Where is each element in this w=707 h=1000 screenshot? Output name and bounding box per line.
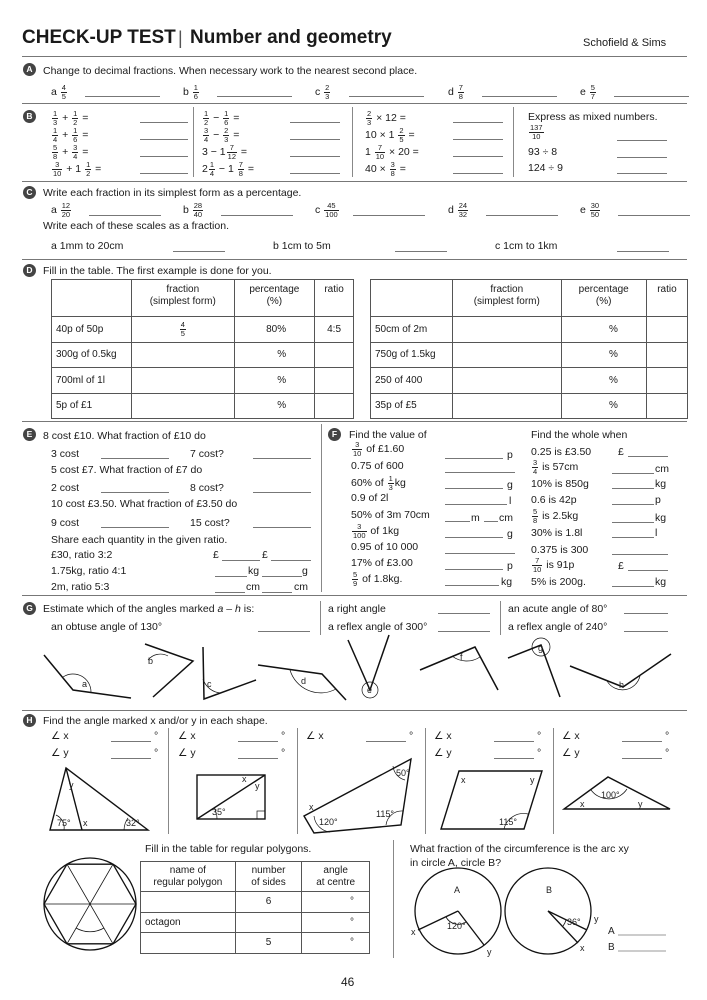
- svg-text:x: x: [242, 774, 247, 784]
- fraction-denominator: 9: [353, 578, 358, 588]
- fraction-numerator: 30: [590, 201, 600, 210]
- f-unit: kg: [655, 512, 667, 524]
- fraction-denominator: 10: [353, 448, 362, 458]
- fraction-denominator: 10: [532, 131, 541, 141]
- col-header: fraction (simplest form): [132, 280, 235, 317]
- page-title: CHECK-UP TEST: [22, 27, 176, 48]
- polygon-sides[interactable]: 6: [235, 892, 302, 913]
- row-question: 750g of 1.5kg: [371, 342, 453, 368]
- svg-text:50°: 50°: [396, 768, 410, 778]
- d-instruction: Fill in the table. The first example is done for you.: [43, 265, 272, 277]
- percentage-cell[interactable]: %: [561, 342, 646, 368]
- fraction-denominator: 100: [353, 530, 366, 540]
- fraction-numerator: 1: [53, 109, 58, 118]
- svg-text:x: x: [461, 775, 466, 785]
- row-question: 40p of 50p: [52, 317, 132, 343]
- e-line: 15 cost?: [190, 517, 230, 529]
- polygon-col-header: angle at centre: [302, 862, 370, 892]
- fraction-denominator: 5: [180, 328, 185, 338]
- svg-text:g: g: [538, 643, 544, 653]
- svg-text:c: c: [207, 679, 212, 689]
- fraction-denominator: 40: [193, 209, 203, 219]
- e-line: 1.75kg, ratio 4:1: [51, 565, 127, 577]
- row-question: 5p of £1: [52, 393, 132, 419]
- percentage-cell[interactable]: %: [561, 393, 646, 419]
- fraction-numerator: 5: [533, 507, 538, 516]
- fraction-denominator: 3: [367, 117, 372, 127]
- f-unit: l: [509, 495, 512, 507]
- a-item-a: a $\frac{4}{5}$: [51, 83, 66, 101]
- fraction-numerator: 7: [238, 160, 243, 169]
- fraction-denominator: 4: [73, 151, 78, 161]
- col-header: percentage (%): [561, 280, 646, 317]
- svg-text:y: y: [255, 781, 260, 791]
- g-q: a reflex angle of 300°: [328, 621, 428, 633]
- fraction-numerator: 1: [204, 109, 209, 118]
- svg-text:y: y: [638, 799, 643, 809]
- fraction-numerator: 1: [86, 160, 91, 169]
- fraction-denominator: 6: [73, 134, 78, 144]
- b-col3-row: 1 $\frac{7}{10}$ × 20 =: [365, 143, 419, 161]
- badge-g: G: [23, 602, 36, 615]
- b-col4-title: Express as mixed numbers.: [528, 111, 658, 123]
- svg-text:y: y: [69, 780, 74, 790]
- percentage-cell[interactable]: %: [234, 393, 315, 419]
- polygon-col-header: name of regular polygon: [141, 862, 236, 892]
- fraction-denominator: 3: [224, 134, 229, 144]
- fraction-numerator: 7: [227, 144, 237, 153]
- fraction-numerator: 1: [193, 83, 198, 92]
- f-unit: cm: [499, 512, 513, 524]
- b-col4-row: 93 ÷ 8: [528, 146, 558, 158]
- fraction-numerator: 28: [193, 201, 203, 210]
- e-line: Share each quantity in the given ratio.: [51, 534, 228, 546]
- f-right-row: 10% is 850g: [531, 478, 589, 490]
- publisher: Schofield & Sims: [583, 37, 667, 49]
- a-item-e: e $\frac{5}{7}$: [580, 83, 595, 101]
- fraction-denominator: 2: [86, 168, 91, 178]
- f-unit: £: [618, 560, 624, 572]
- c-instruction-1: Write each fraction in its simplest form as a percentage.: [43, 187, 302, 199]
- fraction-denominator: 4: [533, 466, 538, 476]
- e-line: 2 cost: [51, 482, 80, 494]
- f-left-row: 50% of 3m 70cm: [351, 509, 430, 521]
- e-line: 9 cost: [51, 517, 80, 529]
- svg-text:e: e: [367, 685, 373, 695]
- h-degree: °: [665, 730, 670, 742]
- h-degree: °: [409, 730, 414, 742]
- c-scale-2: c 1cm to 1km: [495, 240, 558, 252]
- badge-d: D: [23, 264, 36, 277]
- fraction-numerator: 3: [204, 126, 209, 135]
- svg-text:x: x: [309, 802, 314, 812]
- ratio-cell[interactable]: 4:5: [315, 317, 354, 343]
- fraction-numerator: 1: [73, 126, 78, 135]
- svg-text:B: B: [608, 942, 615, 953]
- e-line: 5 cost £7. What fraction of £7 do: [51, 464, 203, 476]
- fraction-denominator: 8: [53, 151, 58, 161]
- f-right-row: 5% is 200g.: [531, 576, 586, 588]
- fraction-numerator: 137: [530, 123, 543, 132]
- h-angle-y: ∠ y: [562, 747, 580, 759]
- b-col1-row: $\frac{1}{3}$ + $\frac{1}{2}$ =: [53, 109, 89, 127]
- polygon-instruction: Fill in the table for regular polygons.: [145, 843, 312, 855]
- fraction-denominator: 100: [325, 209, 338, 219]
- h-angle-x: ∠ x: [306, 730, 324, 742]
- svg-text:B: B: [546, 885, 553, 895]
- percentage-cell[interactable]: 80%: [234, 317, 315, 343]
- f-unit: g: [507, 479, 513, 491]
- f-unit: g: [507, 528, 513, 540]
- svg-text:120°: 120°: [319, 817, 338, 827]
- e-line: £30, ratio 3:2: [51, 549, 113, 561]
- f-left-row: 0.95 of 10 000: [351, 541, 419, 553]
- e-unit: g: [302, 565, 308, 577]
- percentage-cell[interactable]: %: [234, 342, 315, 368]
- f-left-row: $\frac{5}{9}$ of 1.8kg.: [353, 570, 403, 588]
- svg-text:35°: 35°: [212, 807, 226, 817]
- fraction-denominator: 8: [238, 168, 243, 178]
- c-scale-0: a 1mm to 20cm: [51, 240, 124, 252]
- row-question: 700ml of 1l: [52, 368, 132, 394]
- b-col3-row: 10 × 1 $\frac{2}{5}$ =: [365, 126, 415, 144]
- fraction-numerator: 3: [533, 458, 538, 467]
- percentage-cell[interactable]: %: [234, 368, 315, 394]
- fraction-denominator: 5: [61, 91, 66, 101]
- fraction-denominator: 4: [204, 134, 209, 144]
- fraction-numerator: 7: [375, 144, 385, 153]
- h-degree: °: [154, 747, 159, 759]
- f-right-row: $\frac{5}{8}$ is 2.5kg: [533, 507, 579, 525]
- polygon-angle[interactable]: °: [302, 892, 370, 913]
- b-col2-row: 3 − 1 $\frac{7}{12}$ =: [202, 143, 248, 161]
- polygon-col-header: number of sides: [235, 862, 302, 892]
- fraction-denominator: 12: [227, 151, 236, 161]
- c-instruction-2: Write each of these scales as a fraction.: [43, 220, 229, 232]
- badge-b: B: [23, 110, 36, 123]
- svg-text:x: x: [580, 799, 585, 809]
- fraction-numerator: 7: [532, 557, 542, 566]
- percentage-cell[interactable]: %: [561, 368, 646, 394]
- fraction-numerator: 1: [73, 109, 78, 118]
- badge-e: E: [23, 428, 36, 441]
- f-unit: cm: [655, 463, 669, 475]
- e-line: 10 cost £3.50. What fraction of £3.50 do: [51, 498, 238, 510]
- f-unit: p: [507, 449, 513, 461]
- row-question: 300g of 0.5kg: [52, 342, 132, 368]
- col-header: ratio: [315, 280, 354, 317]
- e-line: 8 cost £10. What fraction of £10 do: [43, 430, 206, 442]
- fraction-numerator: 4: [180, 320, 185, 330]
- svg-text:115°: 115°: [499, 817, 517, 827]
- f-title-1: Find the value of: [349, 429, 427, 441]
- fraction-numerator: 45: [324, 202, 339, 211]
- svg-text:36°: 36°: [567, 917, 581, 927]
- h-degree: °: [665, 747, 670, 759]
- f-right-row: $\frac{7}{10}$ is 91p: [533, 556, 575, 574]
- b-col1-row: $\frac{3}{10}$ + 1 $\frac{1}{2}$ =: [53, 160, 102, 178]
- f-right-row: 0.25 is £3.50: [531, 446, 592, 458]
- fraction-numerator: 3: [52, 161, 62, 170]
- badge-h: H: [23, 714, 36, 727]
- a-instruction: Change to decimal fractions. When necessary work to the nearest second place.: [43, 65, 418, 77]
- fraction-numerator: 3: [352, 441, 362, 450]
- circle-instruction-2: in circle A, circle B?: [410, 857, 502, 869]
- fraction-denominator: 7: [590, 91, 595, 101]
- f-unit: kg: [655, 478, 667, 490]
- e-unit: £: [213, 549, 219, 561]
- g-q: a reflex angle of 240°: [508, 621, 608, 633]
- svg-text:x: x: [411, 927, 416, 937]
- fraction-numerator: 2: [224, 126, 229, 135]
- fraction-denominator: 2: [73, 117, 78, 127]
- g-instruction: Estimate which of the angles marked a – h is:: [43, 603, 255, 615]
- svg-text:32°: 32°: [126, 818, 140, 828]
- h-angle-x: ∠ x: [434, 730, 452, 742]
- col-header: ratio: [646, 280, 687, 317]
- h-angle-x: ∠ x: [562, 730, 580, 742]
- fraction-denominator: 5: [399, 134, 404, 144]
- e-line: 2m, ratio 5:3: [51, 581, 110, 593]
- e-line: 3 cost: [51, 448, 80, 460]
- f-unit: £: [618, 446, 624, 458]
- f-left-row: 17% of £3.00: [351, 557, 413, 569]
- h-instruction: Find the angle marked x and/or y in each shape.: [43, 715, 268, 727]
- a-item-b: b $\frac{1}{6}$: [183, 83, 198, 101]
- h-degree: °: [537, 747, 542, 759]
- e-line: 7 cost?: [190, 448, 224, 460]
- svg-text:x: x: [83, 818, 88, 828]
- f-right-row: 0.6 is 42p: [531, 494, 577, 506]
- fraction-denominator: 32: [458, 209, 468, 219]
- fraction-numerator: 4: [61, 83, 66, 92]
- row-question: 50cm of 2m: [371, 317, 453, 343]
- fraction-numerator: 2: [399, 126, 404, 135]
- fraction-numerator: 1: [209, 160, 215, 169]
- fraction-denominator: 10: [533, 564, 542, 574]
- e-line: 8 cost?: [190, 482, 224, 494]
- fraction-numerator: 5: [353, 570, 358, 579]
- svg-text:y: y: [594, 914, 599, 924]
- h-angle-y: ∠ y: [51, 747, 69, 759]
- f-unit: kg: [655, 576, 667, 588]
- row-question: 35p of £5: [371, 393, 453, 419]
- f-unit: p: [507, 560, 513, 572]
- e-unit: cm: [246, 581, 260, 593]
- f-left-row: $\frac{3}{100}$ of 1kg: [353, 522, 400, 540]
- fraction-denominator: 50: [590, 209, 600, 219]
- g-q: a right angle: [328, 603, 386, 615]
- f-unit: l: [655, 527, 658, 539]
- svg-text:115°: 115°: [376, 809, 394, 819]
- fraction-denominator: 8: [390, 168, 395, 178]
- h-angle-y: ∠ y: [434, 747, 452, 759]
- fraction-denominator: 10: [375, 151, 385, 161]
- svg-text:x: x: [580, 943, 585, 953]
- fraction-numerator: 24: [458, 201, 468, 210]
- fraction-numerator: 7: [458, 83, 463, 92]
- f-left-row: $\frac{3}{10}$ of £1.60: [353, 440, 405, 458]
- title-divider: |: [178, 28, 183, 48]
- b-col2-row: $\frac{1}{2}$ − $\frac{1}{6}$ =: [204, 109, 240, 127]
- f-left-row: 60% of $\frac{1}{3}$ kg: [351, 474, 406, 492]
- svg-text:h: h: [619, 680, 625, 690]
- polygon-angle[interactable]: °: [302, 912, 370, 933]
- fraction-denominator: 6: [224, 117, 229, 127]
- fraction-denominator: 6: [193, 91, 198, 101]
- polygon-sides[interactable]: 5: [235, 933, 302, 954]
- c-item-c: c $\frac{45}{100}$: [315, 201, 338, 219]
- a-item-c: c $\frac{2}{3}$: [315, 83, 330, 101]
- fraction-denominator: 4: [53, 134, 58, 144]
- f-unit: p: [655, 494, 661, 506]
- h-angle-y: ∠ y: [178, 747, 196, 759]
- fraction-numerator: 3: [390, 160, 395, 169]
- fraction-denominator: 20: [61, 209, 71, 219]
- f-right-row: $\frac{3}{4}$ is 57cm: [533, 458, 579, 476]
- h-degree: °: [281, 730, 286, 742]
- b-col2-row: 2 $\frac{1}{4}$ − 1 $\frac{7}{8}$ =: [202, 160, 254, 178]
- b-col1-row: $\frac{5}{8}$ + $\frac{3}{4}$ =: [53, 143, 89, 161]
- b-col2-row: $\frac{3}{4}$ − $\frac{2}{3}$ =: [204, 126, 240, 144]
- b-col4-row: 124 ÷ 9: [528, 162, 563, 174]
- page-subtitle: Number and geometry: [190, 27, 392, 48]
- h-angle-x: ∠ x: [51, 730, 69, 742]
- fraction-numerator: 1: [388, 474, 393, 483]
- f-left-row: 0.9 of 2l: [351, 492, 389, 504]
- fraction-denominator: 3: [388, 482, 393, 492]
- fraction-numerator: 3: [352, 523, 367, 532]
- e-unit: kg: [248, 565, 260, 577]
- h-degree: °: [154, 730, 159, 742]
- svg-text:b: b: [148, 656, 154, 666]
- svg-text:A: A: [454, 885, 461, 895]
- svg-text:y: y: [530, 775, 535, 785]
- svg-text:75°: 75°: [57, 818, 71, 828]
- svg-text:100°: 100°: [601, 790, 620, 800]
- f-right-row: 30% is 1.8l: [531, 527, 583, 539]
- f-title-2: Find the whole when: [531, 429, 628, 441]
- fraction-denominator: 8: [533, 515, 538, 525]
- polygon-name[interactable]: octagon: [141, 912, 236, 933]
- badge-f: F: [328, 428, 341, 441]
- g-q: an acute angle of 80°: [508, 603, 608, 615]
- b-col3-row: 40 × $\frac{3}{8}$ =: [365, 160, 406, 178]
- svg-text:120°: 120°: [447, 921, 466, 931]
- page-number: 46: [341, 975, 355, 989]
- col-header: percentage (%): [234, 280, 315, 317]
- h-angle-x: ∠ x: [178, 730, 196, 742]
- f-right-row: 0.375 is 300: [531, 544, 589, 556]
- svg-text:A: A: [608, 926, 615, 937]
- row-question: 250 of 400: [371, 368, 453, 394]
- c-item-e: e $\frac{30}{50}$: [580, 201, 600, 219]
- svg-text:y: y: [487, 947, 492, 957]
- c-scale-1: b 1cm to 5m: [273, 240, 331, 252]
- fraction-denominator: 2: [204, 117, 209, 127]
- c-item-b: b $\frac{28}{40}$: [183, 201, 203, 219]
- svg-text:a: a: [82, 679, 88, 689]
- h-degree: °: [281, 747, 286, 759]
- fraction-numerator: 5: [590, 83, 595, 92]
- fraction-numerator: 1: [53, 126, 58, 135]
- fraction-denominator: 4: [209, 168, 215, 178]
- fraction-numerator: 2: [325, 83, 330, 92]
- col-header: fraction (simplest form): [453, 280, 562, 317]
- fraction-numerator: 12: [61, 201, 71, 210]
- badge-a: A: [23, 63, 36, 76]
- a-item-d: d $\frac{7}{8}$: [448, 83, 463, 101]
- fraction-numerator: 2: [367, 109, 372, 118]
- e-unit: cm: [294, 581, 308, 593]
- e-unit: £: [262, 549, 268, 561]
- percentage-cell[interactable]: %: [561, 317, 646, 343]
- fraction-numerator: 1: [224, 109, 229, 118]
- fraction-numerator: 3: [73, 143, 78, 152]
- svg-text:d: d: [301, 676, 307, 686]
- fraction-denominator: 3: [53, 117, 58, 127]
- c-item-a: a $\frac{12}{20}$: [51, 201, 71, 219]
- b-col3-row: $\frac{2}{3}$ × 12 =: [367, 109, 406, 127]
- g-q: an obtuse angle of 130°: [51, 621, 163, 633]
- fraction-denominator: 8: [458, 91, 463, 101]
- f-unit: m: [471, 512, 480, 524]
- fraction-denominator: 10: [53, 168, 62, 178]
- fraction-denominator: 3: [325, 91, 330, 101]
- circle-instruction-1: What fraction of the circumference is the arc xy: [410, 843, 629, 855]
- c-item-d: d $\frac{24}{32}$: [448, 201, 468, 219]
- b-col1-row: $\frac{1}{4}$ + $\frac{1}{6}$ =: [53, 126, 89, 144]
- f-left-row: 0.75 of 600: [351, 460, 404, 472]
- polygon-angle[interactable]: °: [302, 933, 370, 954]
- f-unit: kg: [501, 576, 513, 588]
- fraction-numerator: 5: [53, 143, 58, 152]
- svg-text:f: f: [460, 652, 463, 662]
- h-degree: °: [537, 730, 542, 742]
- badge-c: C: [23, 186, 36, 199]
